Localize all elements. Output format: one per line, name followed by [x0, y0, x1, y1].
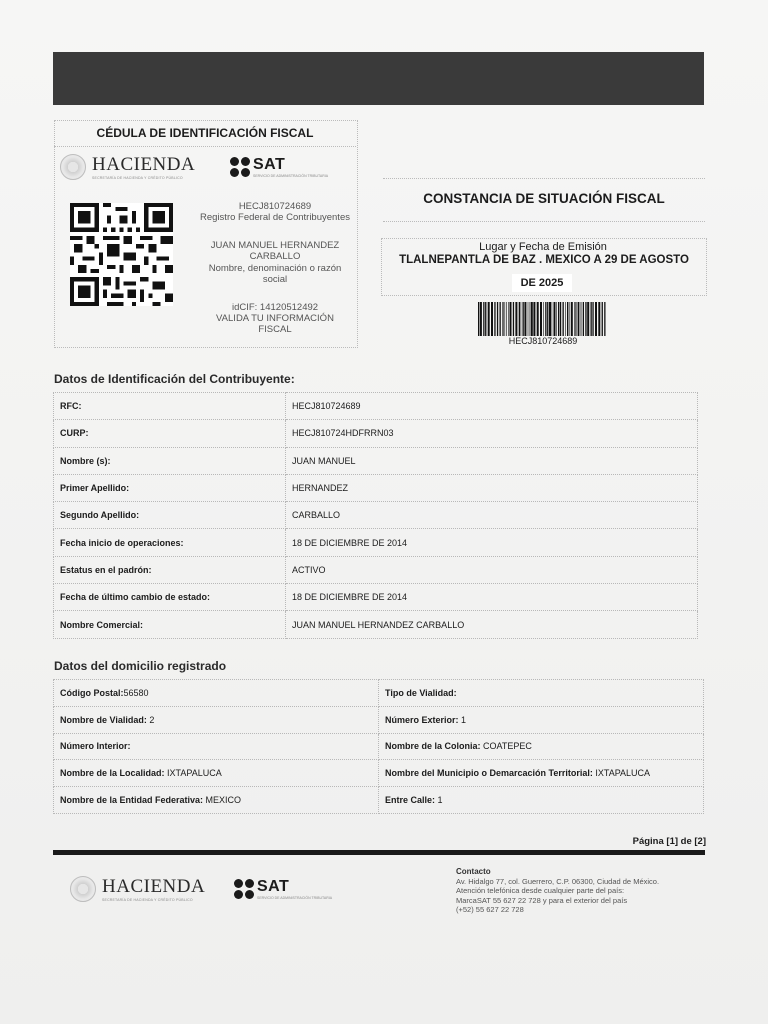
page-indicator: Página [1] de [2]: [632, 836, 706, 847]
table-row: [54, 584, 698, 611]
table-row: [54, 420, 698, 447]
cedula-name-line1: JUAN MANUEL HERNANDEZ: [210, 240, 340, 251]
footer-sat-dots-icon: [234, 879, 254, 899]
table-row: [54, 787, 704, 814]
footer-contacto: [456, 867, 706, 915]
cedula-name-line2: CARBALLO: [249, 251, 301, 262]
sat-wordmark: SAT: [253, 156, 286, 173]
table-row: [54, 706, 704, 733]
field-value: IXTAPALUCA: [164, 768, 222, 779]
field-label: Código Postal:: [60, 687, 124, 698]
barcode-text: HECJ810724689: [508, 336, 578, 346]
table-row: [54, 611, 698, 638]
sat-logo: [230, 156, 328, 178]
field-value: 2: [146, 714, 155, 725]
address-field: [54, 680, 379, 707]
field-label: Nombre Comercial:: [54, 611, 286, 638]
cedula-idcif: idCIF: 14120512492: [231, 302, 319, 313]
identificacion-title: Datos de Identificación del Contribuyente:: [54, 372, 295, 386]
cedula-name-label2: social: [262, 274, 288, 285]
contacto-title: Contacto: [456, 867, 491, 876]
header-bar: [53, 52, 704, 105]
field-value: JUAN MANUEL HERNANDEZ CARBALLO: [286, 611, 698, 638]
footer-hacienda-logo: [70, 876, 205, 902]
contacto-line: Atención telefónica desde cualquier parte del país:: [456, 886, 625, 895]
address-field: [379, 706, 704, 733]
field-value: IXTAPALUCA: [592, 768, 651, 779]
cedula-rfc: HECJ810724689: [238, 201, 312, 212]
field-value: HERNANDEZ: [286, 474, 698, 501]
table-row: [54, 447, 698, 474]
field-label: Entre Calle:: [385, 795, 436, 806]
field-value: 18 DE DICIEMBRE DE 2014: [286, 529, 698, 556]
field-label: CURP:: [54, 420, 286, 447]
hacienda-wordmark: HACIENDA: [92, 154, 196, 175]
cedula-divider: [54, 146, 356, 147]
footer-divider: [53, 850, 705, 855]
footer-sat-subtitle: SERVICIO DE ADMINISTRACIÓN TRIBUTARIA: [257, 896, 333, 900]
barcode-icon: [478, 302, 608, 336]
field-label: Nombre de la Entidad Federativa:: [60, 795, 204, 806]
contacto-line: (+52) 55 627 22 728: [456, 905, 524, 914]
address-field: [54, 760, 379, 787]
contacto-line: Av. Hidalgo 77, col. Guerrero, C.P. 06300, Ciudad de México.: [456, 876, 660, 886]
lugar-value-year: DE 2025: [512, 274, 572, 292]
contacto-line: MarcaSAT 55 627 22 728 y para el exterior del país: [456, 895, 628, 905]
field-label: Nombre (s):: [54, 447, 286, 474]
field-label: Nombre de Vialidad:: [60, 714, 147, 725]
field-label: Nombre de la Colonia:: [385, 741, 481, 752]
field-label: Número Exterior:: [385, 714, 459, 725]
field-label: Nombre del Municipio o Demarcación Territorial:: [385, 768, 593, 779]
domicilio-title: Datos del domicilio registrado: [54, 659, 227, 673]
cedula-rfc-label: Registro Federal de Contribuyentes: [200, 212, 350, 223]
cedula-title: CÉDULA DE IDENTIFICACIÓN FISCAL: [96, 126, 314, 140]
sat-dots-icon: [230, 157, 250, 177]
footer-hacienda-wordmark: HACIENDA: [102, 876, 206, 897]
table-row: [54, 733, 704, 760]
lugar-label: Lugar y Fecha de Emisión: [479, 241, 607, 253]
table-row: [54, 556, 698, 583]
footer-hacienda-subtitle: SECRETARÍA DE HACIENDA Y CRÉDITO PÚBLICO: [102, 898, 193, 902]
field-value: ACTIVO: [286, 556, 698, 583]
table-row: [54, 529, 698, 556]
hacienda-subtitle: SECRETARÍA DE HACIENDA Y CRÉDITO PÚBLICO: [92, 176, 183, 180]
address-field: [54, 706, 379, 733]
footer-mexico-seal-icon: [70, 876, 96, 902]
cedula-valida2: FISCAL: [258, 324, 292, 335]
footer-sat-logo: [234, 878, 332, 900]
table-row: [54, 474, 698, 501]
address-field: [379, 760, 704, 787]
address-field: [54, 787, 379, 814]
domicilio-table: [53, 679, 704, 814]
constancia-title: CONSTANCIA DE SITUACIÓN FISCAL: [423, 191, 665, 206]
table-row: [54, 680, 704, 707]
cedula-valida1: VALIDA TU INFORMACIÓN: [216, 313, 334, 324]
field-value: MEXICO: [203, 795, 242, 806]
table-row: [54, 760, 704, 787]
field-value: HECJ810724HDFRRN03: [286, 420, 698, 447]
mexico-seal-icon: [60, 154, 86, 180]
address-field: [379, 680, 704, 707]
identificacion-table: [53, 392, 698, 639]
address-field: [54, 733, 379, 760]
field-label: Tipo de Vialidad:: [385, 687, 457, 698]
hacienda-logo: [60, 154, 195, 180]
field-value: JUAN MANUEL: [286, 447, 698, 474]
field-label: Estatus en el padrón:: [54, 556, 286, 583]
field-label: Fecha inicio de operaciones:: [54, 529, 286, 556]
field-value: 1: [435, 795, 443, 806]
sat-subtitle: SERVICIO DE ADMINISTRACIÓN TRIBUTARIA: [253, 174, 329, 178]
field-value: 1: [458, 714, 467, 725]
field-label: RFC:: [54, 393, 286, 420]
field-label: Número Interior:: [60, 741, 131, 752]
field-value: HECJ810724689: [286, 393, 698, 420]
field-label: Primer Apellido:: [54, 474, 286, 501]
footer-sat-wordmark: SAT: [257, 878, 290, 895]
cedula-name-label1: Nombre, denominación o razón: [208, 263, 342, 274]
field-value: CARBALLO: [286, 502, 698, 529]
field-label: Segundo Apellido:: [54, 502, 286, 529]
address-field: [379, 787, 704, 814]
table-row: [54, 502, 698, 529]
field-label: Nombre de la Localidad:: [60, 768, 165, 779]
table-row: [54, 393, 698, 420]
field-value: 18 DE DICIEMBRE DE 2014: [286, 584, 698, 611]
address-field: [379, 733, 704, 760]
lugar-value: TLALNEPANTLA DE BAZ . MEXICO A 29 DE AGOSTO: [399, 254, 689, 266]
field-label: Fecha de último cambio de estado:: [54, 584, 286, 611]
field-value: COATEPEC: [480, 741, 532, 752]
field-value: 56580: [123, 687, 149, 698]
qr-code-icon: [70, 203, 173, 306]
